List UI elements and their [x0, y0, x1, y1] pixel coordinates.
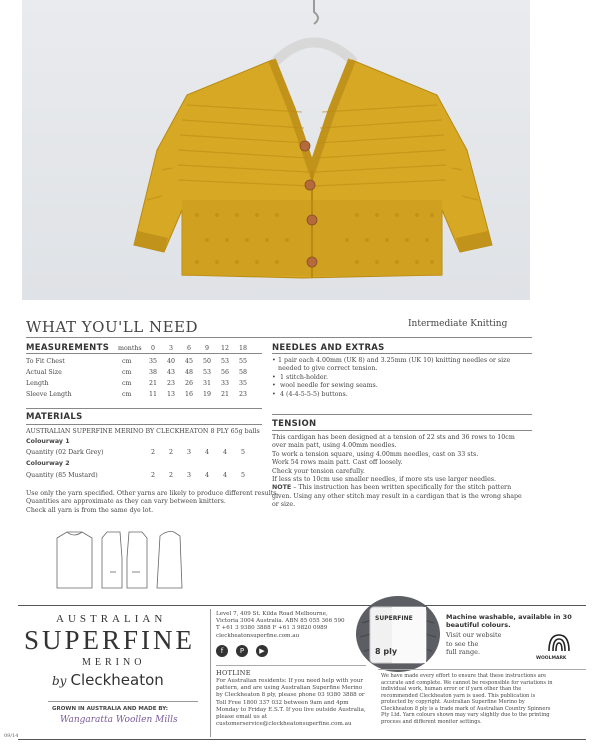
table-row: [26, 378, 266, 389]
cell: 2: [150, 449, 155, 456]
row-label: Actual Size: [26, 369, 62, 376]
title-rule: [26, 337, 532, 338]
footer-rule: [18, 605, 586, 606]
needles-list: [272, 357, 530, 399]
footer-divider: [210, 609, 211, 737]
note-line: Check all yarn is from the same dye lot.: [26, 506, 154, 514]
months-label: months: [118, 345, 142, 352]
label-ply: 8 ply: [375, 647, 398, 656]
row-label: To Fit Chest: [26, 358, 65, 365]
size-header: 12: [220, 345, 229, 352]
grown-text: GROWN IN AUSTRALIA AND MADE BY:: [52, 706, 168, 712]
materials-rule: [26, 424, 262, 425]
garment-schematic: [52, 528, 187, 593]
website-link[interactable]: cleckheatonsuperfine.com.au: [216, 632, 300, 639]
cell: 2: [168, 449, 173, 456]
facebook-icon[interactable]: f: [216, 645, 228, 657]
tension-heading: TENSION: [272, 419, 317, 429]
brand-sub: MERINO: [82, 657, 146, 668]
cell: 21: [220, 391, 229, 398]
cell: 3: [186, 472, 191, 479]
address-line: Level 7, 409 St. Kilda Road Melbourne,: [216, 611, 328, 617]
tension-para: Check your tension carefully.: [272, 467, 365, 475]
row-label: Length: [26, 380, 49, 387]
skill-level: Intermediate Knitting: [408, 319, 508, 329]
mill-name: Wangaratta Woollen Mills: [60, 715, 178, 725]
cell: 48: [184, 369, 193, 376]
table-row: [26, 472, 252, 479]
tension-rule-top: [272, 414, 532, 415]
size-header: 0: [150, 345, 155, 352]
by-text: by: [52, 674, 67, 688]
product-photo: [22, 0, 530, 300]
cell: 5: [240, 449, 245, 456]
colourway-2: Colourway 2: [26, 460, 70, 467]
cardigan-image: [22, 0, 530, 300]
label-brand: SUPERFINE: [375, 615, 413, 622]
cell: 56: [220, 369, 229, 376]
tension-note: [272, 484, 530, 509]
hotline-text: For Australian residents: If you need help with your pattern, and are using Australian Superfine Merino by Cleckheaton 8 ply, please phone 03 9380 3888 or Toll Free 1800 337 032 between 9am and 4pm Monday to Friday E.S.T. If you live outside Australia, please email us at customerservice@cleckheatonsuperfine.com.au: [216, 678, 366, 728]
cell: 43: [166, 369, 175, 376]
cell: 4: [204, 449, 209, 456]
size-header: 3: [168, 345, 173, 352]
visit-line: to see the: [446, 639, 479, 648]
cell: 55: [238, 358, 247, 365]
cell: 11: [148, 391, 157, 398]
address-block: [216, 611, 356, 640]
list-item: • 1 stitch-holder.: [272, 373, 328, 381]
note-line: Use only the yarn specified. Other yarns are likely to produce different results.: [26, 490, 279, 497]
social-icons: [216, 645, 268, 657]
pinterest-icon[interactable]: P: [236, 645, 248, 657]
cell: 33: [220, 380, 229, 387]
cell: 16: [184, 391, 193, 398]
table-row: [26, 356, 266, 367]
cell: 2: [168, 472, 173, 479]
hotline-rule: [216, 665, 366, 666]
cell: 53: [220, 358, 229, 365]
brand-maker: [52, 671, 164, 689]
note-text: – This instruction has been written specifically for the stitch pattern given. Using any other stitch may result in a cardigan that is the wrong shape or size.: [272, 484, 522, 509]
tension-para: Work 54 rows main patt. Cast off loosely.: [272, 459, 403, 467]
cell: 23: [238, 391, 247, 398]
list-item-text: wool needle for sewing seams.: [280, 382, 378, 390]
cell: 4: [222, 472, 227, 479]
cell: 40: [166, 358, 175, 365]
needles-rule: [272, 353, 532, 354]
hotline-heading: HOTLINE: [216, 669, 251, 677]
tension-para: If less sts to 10cm use smaller needles, if more sts use larger needles.: [272, 476, 497, 484]
cell: 19: [202, 391, 211, 398]
tension-para: This cardigan has been designed at a tension of 22 sts and 36 rows to 10cm over main patt, using 4.00mm needles.: [272, 434, 515, 450]
measurements-rule: [26, 353, 262, 354]
cell: 5: [240, 472, 245, 479]
tension-para: To work a tension square, using 4.00mm needles, cast on 33 sts.: [272, 450, 479, 458]
list-item: • 4 (4-4-5-5-5) buttons.: [272, 390, 348, 398]
page-code: 09/14: [4, 733, 19, 739]
woolmark-logo-icon: [545, 631, 573, 655]
materials-notes: [26, 490, 286, 515]
qty-label: Quantity (85 Mustard): [26, 472, 98, 479]
cell: 45: [184, 358, 193, 365]
footer-rule-bottom: [18, 739, 586, 740]
table-row: [26, 367, 266, 378]
washable-text: Machine washable, available in 30 beautiful colours.: [446, 613, 572, 630]
maker-name: Cleckheaton: [70, 671, 164, 689]
qty-label: Quantity (02 Dark Grey): [26, 449, 104, 456]
yarn-ball-image: [352, 593, 444, 675]
address-line: T +61 3 9380 3888 F +61 3 9820 0989: [216, 625, 328, 632]
tension-rule: [272, 430, 532, 431]
brand-top: AUSTRALIAN: [56, 613, 167, 625]
size-header-row: [144, 345, 252, 352]
cell: 50: [202, 358, 211, 365]
cell: 26: [184, 380, 193, 387]
materials-heading: MATERIALS: [26, 412, 83, 422]
cell: 53: [202, 369, 211, 376]
brand-divider: [48, 701, 198, 702]
size-header: 6: [186, 345, 191, 352]
cell: 38: [148, 369, 157, 376]
cell: 35: [238, 380, 247, 387]
row-unit: cm: [122, 358, 132, 365]
cell: 4: [204, 472, 209, 479]
footer: [4, 605, 586, 741]
cell: 31: [202, 380, 211, 387]
list-item-text: 1 stitch-holder.: [280, 373, 328, 381]
cell: 58: [238, 369, 247, 376]
row-unit: cm: [122, 369, 132, 376]
cell: 13: [166, 391, 175, 398]
brand-main: SUPERFINE: [24, 625, 196, 655]
measurements-table: [26, 356, 266, 400]
size-header: 9: [204, 345, 209, 352]
list-item-text: 4 (4-4-5-5-5) buttons.: [280, 390, 348, 398]
measurements-heading: MEASUREMENTS: [26, 343, 110, 353]
disclaimer-rule: [378, 669, 586, 670]
list-item: • wool needle for sewing seams.: [272, 382, 378, 390]
materials-rule-top: [26, 408, 262, 409]
note-label: NOTE: [272, 484, 292, 492]
cell: 23: [166, 380, 175, 387]
visit-line: full range.: [446, 648, 481, 656]
colourway-1: Colourway 1: [26, 438, 70, 445]
tension-body: [272, 434, 530, 510]
row-unit: cm: [122, 380, 132, 387]
needles-heading: NEEDLES AND EXTRAS: [272, 343, 385, 353]
page-title: WHAT YOU'LL NEED: [26, 318, 198, 336]
row-label: Sleeve Length: [26, 391, 72, 398]
size-header: 18: [238, 345, 247, 352]
youtube-icon[interactable]: ▶: [256, 645, 268, 657]
cell: 3: [186, 449, 191, 456]
cell: 21: [148, 380, 157, 387]
visit-line: Visit our website: [446, 631, 502, 639]
note-line: Quantities are approximate as they can vary between knitters.: [26, 498, 226, 506]
table-row: [26, 449, 252, 456]
cell: 2: [150, 472, 155, 479]
disclaimer-text: We have made every effort to ensure that these instructions are accurate and complete. We cannot be responsible for variations in individual work, human error or if yarn other than the recommended Cleckheaton yarn is used. This publication is protected by copyright. Australian Superfine Merino by Cleckheaton 8 ply is a trade mark of Australian Country Spinners Pty Ltd. Yarn colours shown may vary slightly due to the printing process and different monitor settings.: [381, 673, 553, 725]
row-unit: cm: [122, 391, 132, 398]
cell: 35: [148, 358, 157, 365]
yarn-name: AUSTRALIAN SUPERFINE MERINO BY CLECKHEATON 8 PLY 65g balls: [26, 428, 260, 435]
woolmark-text: WOOLMARK: [536, 656, 567, 661]
cell: 4: [222, 449, 227, 456]
address-line: Victoria 3004 Australia. ABN 85 055 366 590: [216, 618, 345, 625]
table-row: [26, 389, 266, 400]
visit-text: [446, 631, 526, 657]
list-item-text: 1 pair each 4.00mm (UK 8) and 3.25mm (UK 10) knitting needles or size needed to give correct tension.: [278, 357, 511, 373]
list-item: • 1 pair each 4.00mm (UK 8) and 3.25mm (UK 10) knitting needles or size needed to give correct tension.: [272, 357, 530, 374]
